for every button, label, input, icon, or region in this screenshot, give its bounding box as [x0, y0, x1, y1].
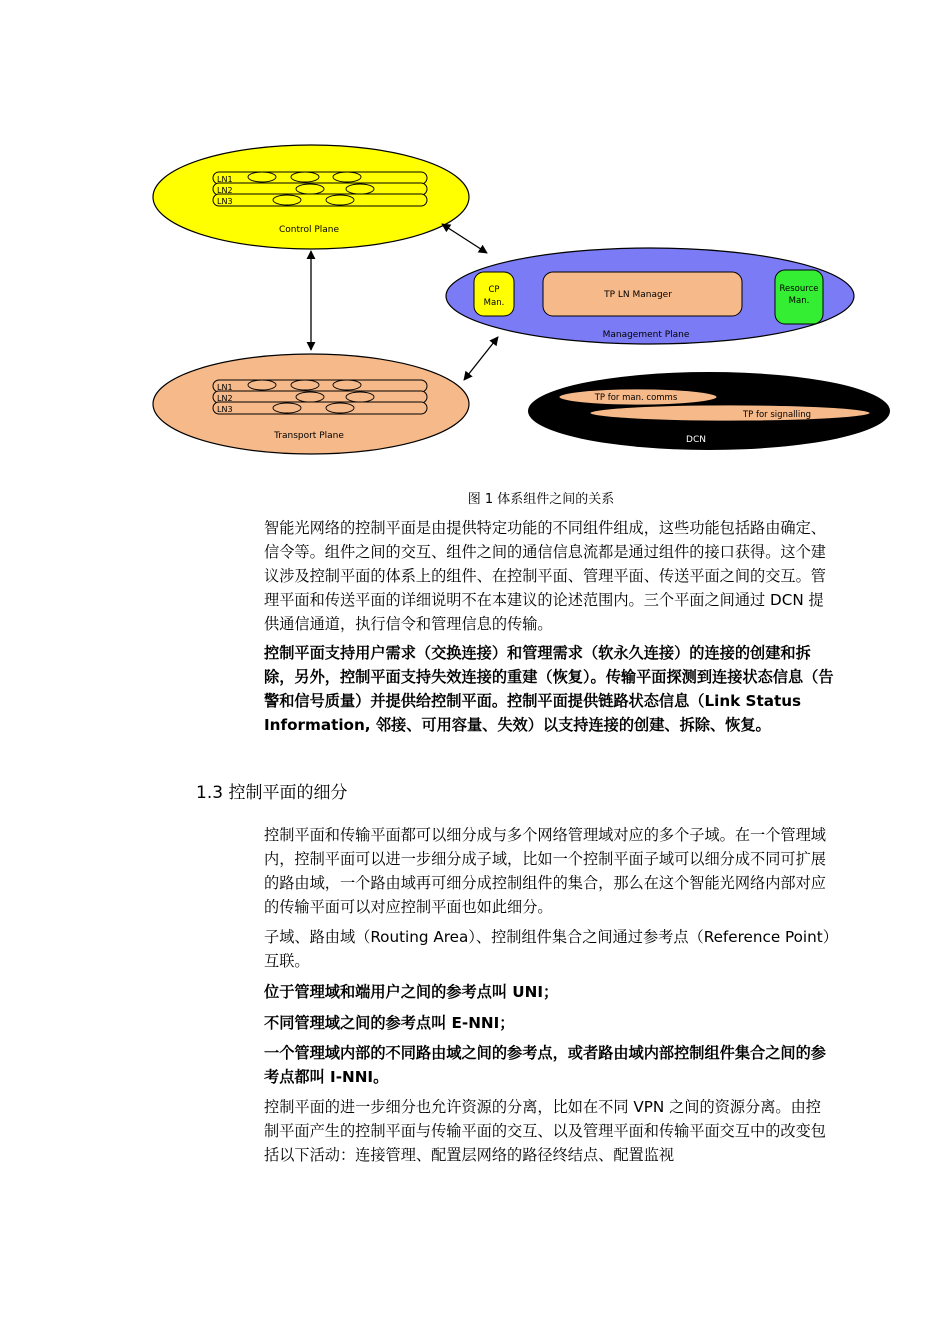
tp-ln-manager-label: TP LN Manager [604, 290, 672, 300]
paragraph-1: 智能光网络的控制平面是由提供特定功能的不同组件组成，这些功能包括路由确定、信令等。组件之间的交互、组件之间的通信信息流都是通过组件的接口获得。这个建议涉及控制平面的体系上的组件、在控制平面、管理平面、传送平面之间的交互。管理平面和传送平面的详细说明不在本建议的论述范围内。三个平面之间通过 DCN 提供通信通道，执行信令和管理信息的传输。 [264, 519, 826, 633]
control-plane-ln3: LN3 [217, 197, 233, 206]
paragraph-uni: 位于管理域和端用户之间的参考点叫 UNI； [264, 983, 559, 1001]
figure-caption: 图 1 体系组件之间的关系 [467, 492, 615, 507]
resource-man-label-line2: Man. [788, 296, 810, 306]
resource-man-label-line1: Resource [779, 284, 819, 294]
transport-plane-ln1-band [213, 380, 427, 392]
paragraph-enni: 不同管理域之间的参考点叫 E-NNI； [264, 1014, 515, 1032]
arrow-control-management [442, 224, 487, 253]
transport-plane-label: Transport Plane [274, 431, 344, 441]
control-plane [153, 145, 469, 249]
transport-plane-ln1: LN1 [217, 383, 233, 392]
arrow-transport-management [464, 337, 498, 380]
section-heading: 1.3 控制平面的细分 [196, 783, 348, 803]
transport-plane-ln3: LN3 [217, 405, 233, 414]
transport-plane-ln2-band [213, 391, 427, 403]
paragraph-inni: 一个管理域内部的不同路由域之间的参考点，或者路由域内部控制组件集合之间的参考点都叫 I-NNI。 [264, 1044, 826, 1086]
tp-signalling-label: TP for signalling [742, 410, 812, 420]
cp-man-label-line1: CP [488, 285, 500, 295]
transport-plane-ln3-band [213, 402, 427, 414]
transport-plane-ln2: LN2 [217, 394, 233, 403]
paragraph-3: 控制平面和传输平面都可以细分成与多个网络管理域对应的多个子域。在一个管理域内，控制平面可以进一步细分成子域，比如一个控制平面子域可以细分成不同可扩展的路由域，一个路由域再可细分成控制组件的集合，那么在这个智能光网络内部对应的传输平面可以对应控制平面也如此细分。 [264, 826, 826, 916]
control-plane-label: Control Plane [278, 225, 340, 235]
architecture-diagram [0, 0, 950, 470]
cp-man-label-line2: Man. [483, 298, 505, 308]
control-plane-ln2: LN2 [217, 186, 233, 195]
dcn [528, 372, 890, 450]
tp-man-comms-label: TP for man. comms [594, 393, 678, 403]
tp-signalling-band [590, 405, 870, 421]
management-plane [446, 248, 854, 344]
paragraph-4: 子域、路由域（Routing Area）、控制组件集合之间通过参考点（Reference Point）互联。 [264, 928, 831, 970]
management-plane-label: Management Plane [602, 330, 690, 340]
control-plane-ln1-band [213, 172, 427, 184]
control-plane-ln1: LN1 [217, 175, 233, 184]
paragraph-8: 控制平面的进一步细分也允许资源的分离，比如在不同 VPN 之间的资源分离。由控制平面产生的控制平面与传输平面的交互、以及管理平面和传输平面交互中的改变包括以下活动：连接管理、配置层网络的路径终结点、配置监视 [264, 1098, 826, 1164]
paragraph-2: 控制平面支持用户需求（交换连接）和管理需求（软永久连接）的连接的创建和拆除，另外，控制平面支持失效连接的重建（恢复）。传输平面探测到连接状态信息（告警和信号质量）并提供给控制平面。控制平面提供链路状态信息（Link Status Information, 邻接、可用容量、失效）以支持连接的创建、拆除、恢复。 [264, 644, 834, 734]
dcn-label: DCN [686, 435, 706, 445]
control-plane-ln3-band [213, 194, 427, 206]
control-plane-ln2-band [213, 183, 427, 195]
transport-plane [153, 354, 469, 454]
